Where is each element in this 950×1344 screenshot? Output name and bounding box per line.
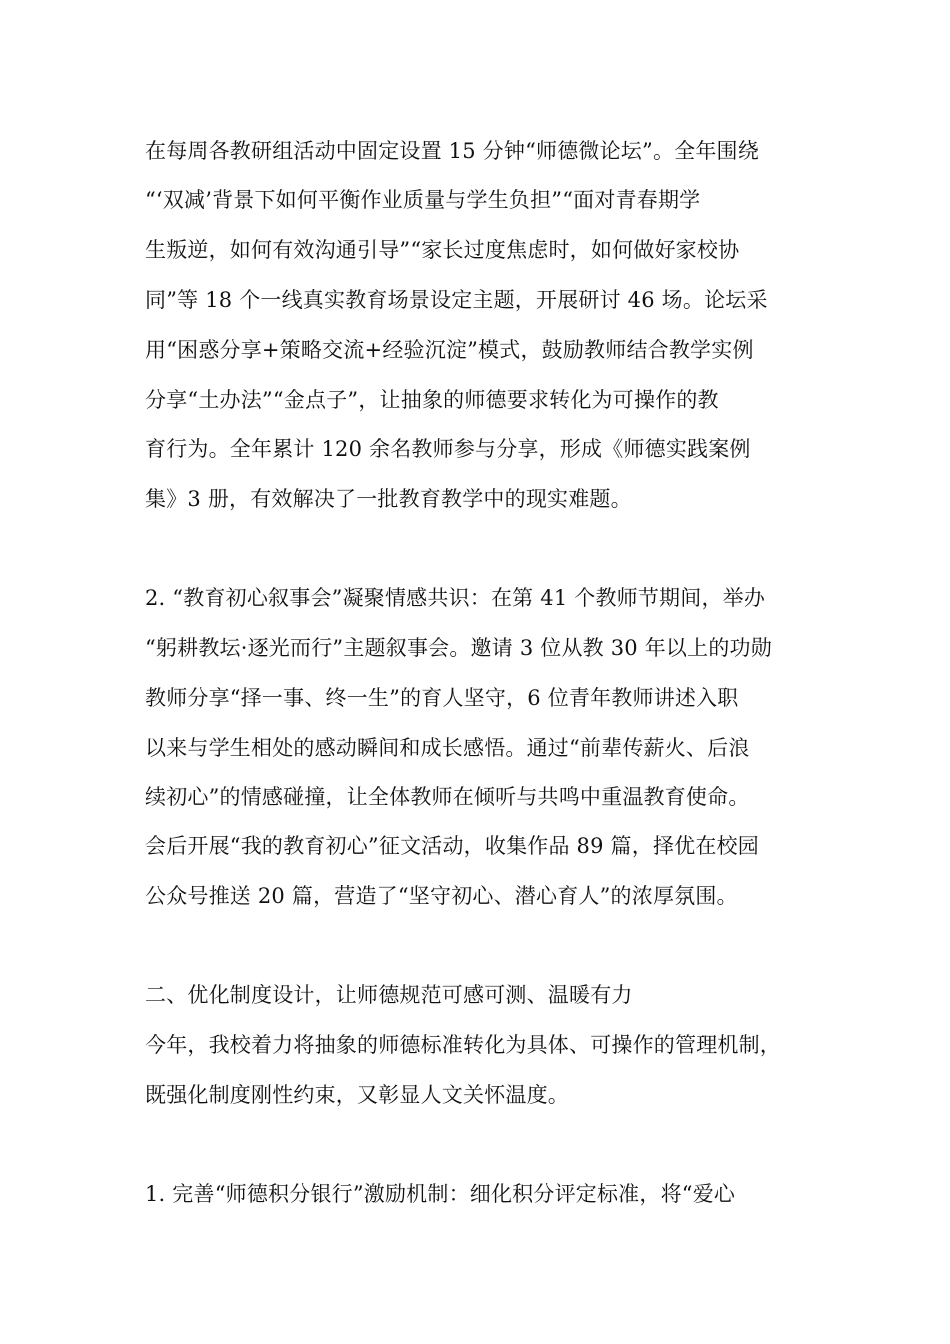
paragraph-line: “‘双减’背景下如何平衡作业质量与学生负担”“面对青春期学 [145, 188, 701, 212]
paragraph-line: 用“困惑分享+策略交流+经验沉淀”模式，鼓励教师结合教学实例 [145, 338, 754, 362]
paragraph-line: 1. 完善“师德积分银行”激励机制：细化积分评定标准，将“爱心 [145, 1182, 736, 1206]
paragraph-line: 育行为。全年累计 120 余名教师参与分享，形成《师德实践案例 [145, 437, 751, 461]
paragraph-line: 集》3 册，有效解决了一批教育教学中的现实难题。 [145, 487, 632, 511]
paragraph-line: 在每周各教研组活动中固定设置 15 分钟“师德微论坛”。全年围绕 [145, 139, 759, 163]
paragraph-line: 同”等 18 个一线真实教育场景设定主题，开展研讨 46 场。论坛采 [145, 288, 768, 312]
paragraph-line: 分享“土办法”“金点子”，让抽象的师德要求转化为可操作的教 [145, 388, 719, 412]
paragraph-line: 生叛逆，如何有效沟通引导”“家长过度焦虑时，如何做好家校协 [145, 238, 740, 262]
section-heading: 二、优化制度设计，让师德规范可感可测、温暖有力 [145, 983, 633, 1007]
paragraph-line: 2. “教育初心叙事会”凝聚情感共识：在第 41 个教师节期间，举办 [145, 586, 766, 610]
paragraph-line: 续初心”的情感碰撞，让全体教师在倾听与共鸣中重温教育使命。 [145, 785, 750, 809]
paragraph-line: 会后开展“我的教育初心”征文活动，收集作品 89 篇，择优在校园 [145, 834, 759, 858]
paragraph-line: “躬耕教坛·逐光而行”主题叙事会。邀请 3 位从教 30 年以上的功勋 [145, 636, 772, 660]
paragraph-line: 既强化制度刚性约束，又彰显人文关怀温度。 [145, 1083, 569, 1107]
paragraph-line: 教师分享“择一事、终一生”的育人坚守，6 位青年教师讲述入职 [145, 686, 739, 710]
paragraph-line: 以来与学生相处的感动瞬间和成长感悟。通过“前辈传薪火、后浪 [145, 736, 750, 760]
paragraph-line: 今年，我校着力将抽象的师德标准转化为具体、可操作的管理机制， [145, 1033, 781, 1057]
paragraph-line: 公众号推送 20 篇，营造了“坚守初心、潜心育人”的浓厚氛围。 [145, 884, 738, 908]
